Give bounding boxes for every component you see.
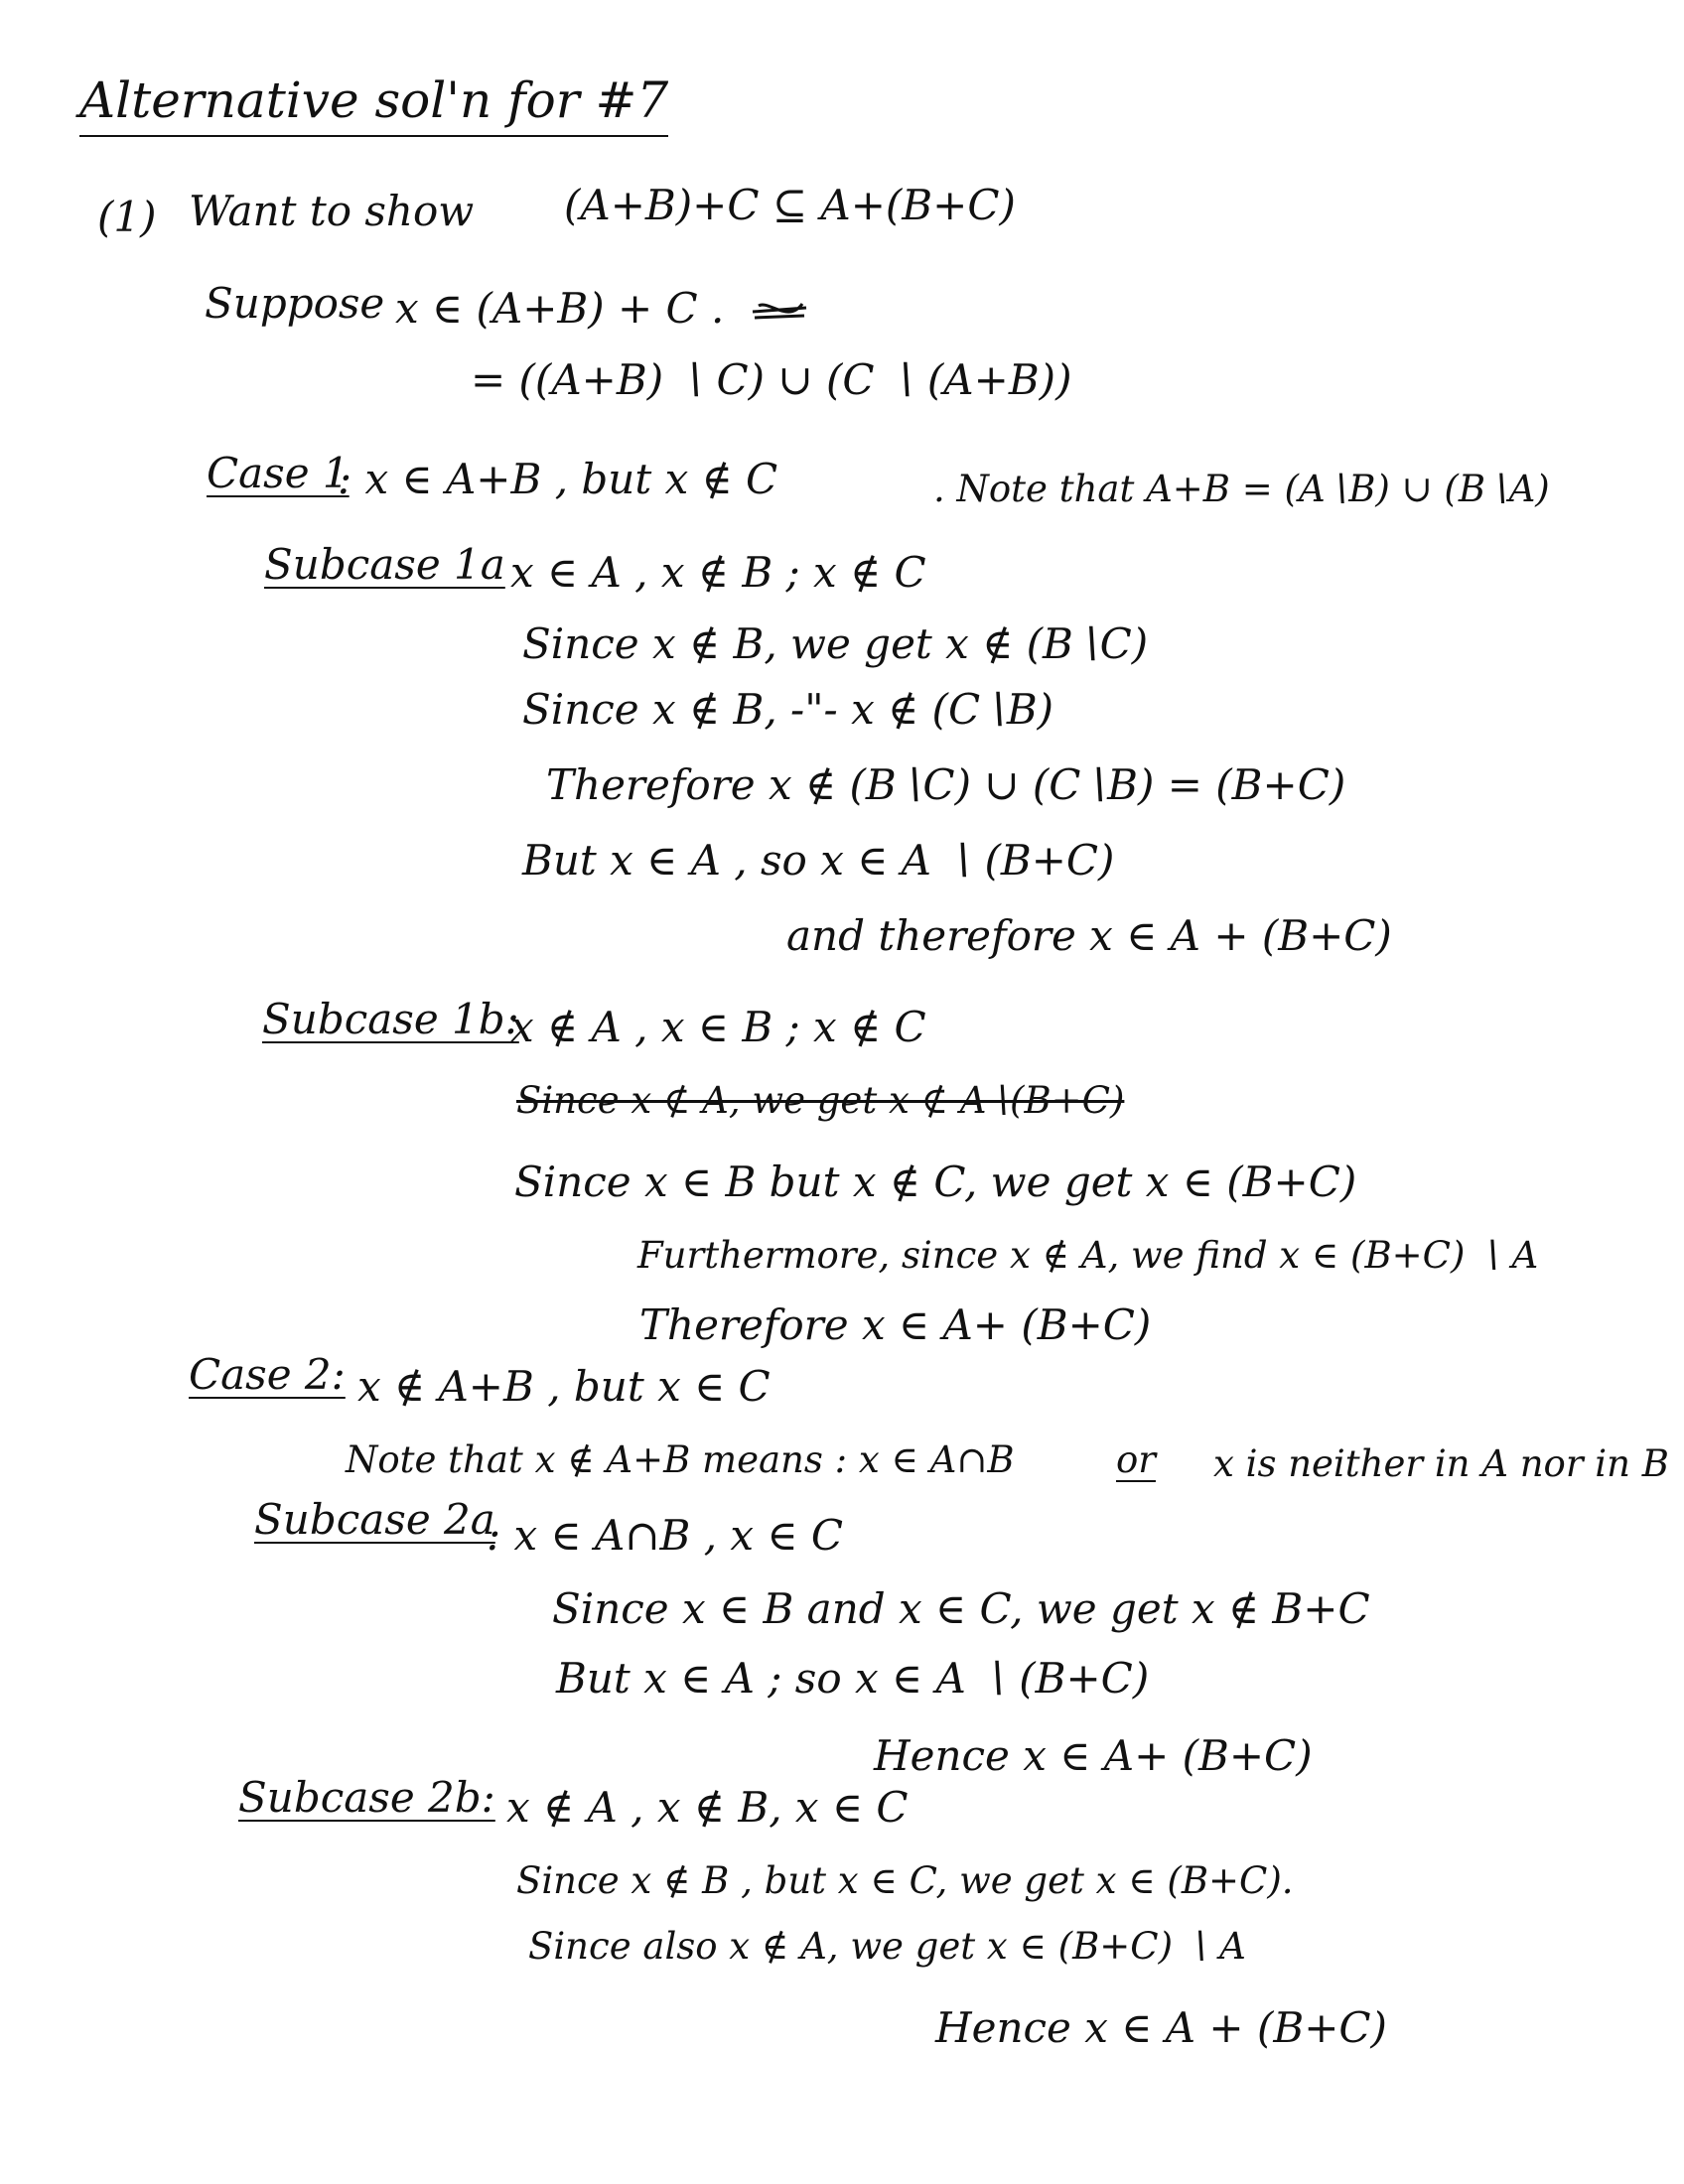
suppose-label: Suppose xyxy=(205,279,385,328)
subcase-1b-line-3: Therefore x ∈ A+ (B+C) xyxy=(639,1300,1152,1349)
subcase-2b-line-1: Since x ∉ B , but x ∈ C, we get x ∈ (B+C). xyxy=(516,1859,1294,1902)
struck-out-line: Since x ∉ A, we get x ∉ A∖(B+C) xyxy=(516,1079,1125,1122)
claim-expression: (A+B)+C ⊆ A+(B+C) xyxy=(564,181,1016,229)
case-2-note-part-a: Note that x ∉ A+B means : x ∈ A∩B xyxy=(346,1438,1015,1481)
subcase-1b-line-2: Furthermore, since x ∉ A, we find x ∈ (B+C) ∖ A xyxy=(637,1234,1539,1277)
subcase-1b-line-1: Since x ∈ B but x ∉ C, we get x ∈ (B+C) xyxy=(514,1158,1357,1206)
page-title: Alternative sol'n for #7 xyxy=(79,71,668,137)
case-1-label: Case 1 xyxy=(207,449,350,497)
subcase-1a-line-4: But x ∈ A , so x ∈ A ∖ (B+C) xyxy=(522,836,1115,885)
subcase-1a-label: Subcase 1a xyxy=(264,540,505,589)
subcase-1b-label: Subcase 1b: xyxy=(262,995,519,1043)
suppose-expression: x ∈ (A+B) + C . xyxy=(395,284,725,333)
subcase-2a-line-1: Since x ∈ B and x ∈ C, we get x ∉ B+C xyxy=(552,1584,1370,1633)
subcase-1a-line-5: and therefore x ∈ A + (B+C) xyxy=(786,911,1392,960)
part-number: (1) xyxy=(97,193,157,241)
want-to-show-text: Want to show xyxy=(189,187,475,235)
case-2-condition: x ∉ A+B , but x ∈ C xyxy=(357,1362,771,1411)
subcase-2b-line-3: Hence x ∈ A + (B+C) xyxy=(935,2003,1387,2052)
subcase-2b-condition: x ∉ A , x ∉ B, x ∈ C xyxy=(506,1783,909,1832)
case-2-note-part-b: x is neither in A nor in B xyxy=(1213,1442,1669,1485)
subcase-1a-line-3: Therefore x ∉ (B∖C) ∪ (C∖B) = (B+C) xyxy=(546,760,1346,809)
subcase-2a-line-3: Hence x ∈ A+ (B+C) xyxy=(874,1731,1313,1780)
scribble-mark xyxy=(749,298,810,328)
subcase-1a-line-2: Since x ∉ B, -"- x ∉ (C∖B) xyxy=(522,685,1054,734)
case-2-note-or: or xyxy=(1116,1438,1156,1481)
subcase-2a-condition: : x ∈ A∩B , x ∈ C xyxy=(487,1511,844,1560)
subcase-2b-label: Subcase 2b: xyxy=(238,1773,495,1822)
subcase-1b-condition: x ∉ A , x ∈ B ; x ∉ C xyxy=(510,1003,926,1051)
subcase-2a-line-2: But x ∈ A ; so x ∈ A ∖ (B+C) xyxy=(556,1654,1150,1703)
subcase-2b-line-2: Since also x ∉ A, we get x ∈ (B+C) ∖ A xyxy=(528,1925,1246,1968)
subcase-1a-condition: x ∈ A , x ∉ B ; x ∉ C xyxy=(510,548,926,597)
subcase-1a-line-1: Since x ∉ B, we get x ∉ (B∖C) xyxy=(522,619,1149,668)
subcase-2a-label: Subcase 2a xyxy=(254,1495,495,1544)
case-2-label: Case 2: xyxy=(189,1350,346,1399)
case-1-note: . Note that A+B = (A∖B) ∪ (B∖A) xyxy=(933,468,1550,510)
case-1-condition: : x ∈ A+B , but x ∉ C xyxy=(338,455,778,503)
suppose-expansion: = ((A+B) ∖ C) ∪ (C ∖ (A+B)) xyxy=(471,355,1072,404)
